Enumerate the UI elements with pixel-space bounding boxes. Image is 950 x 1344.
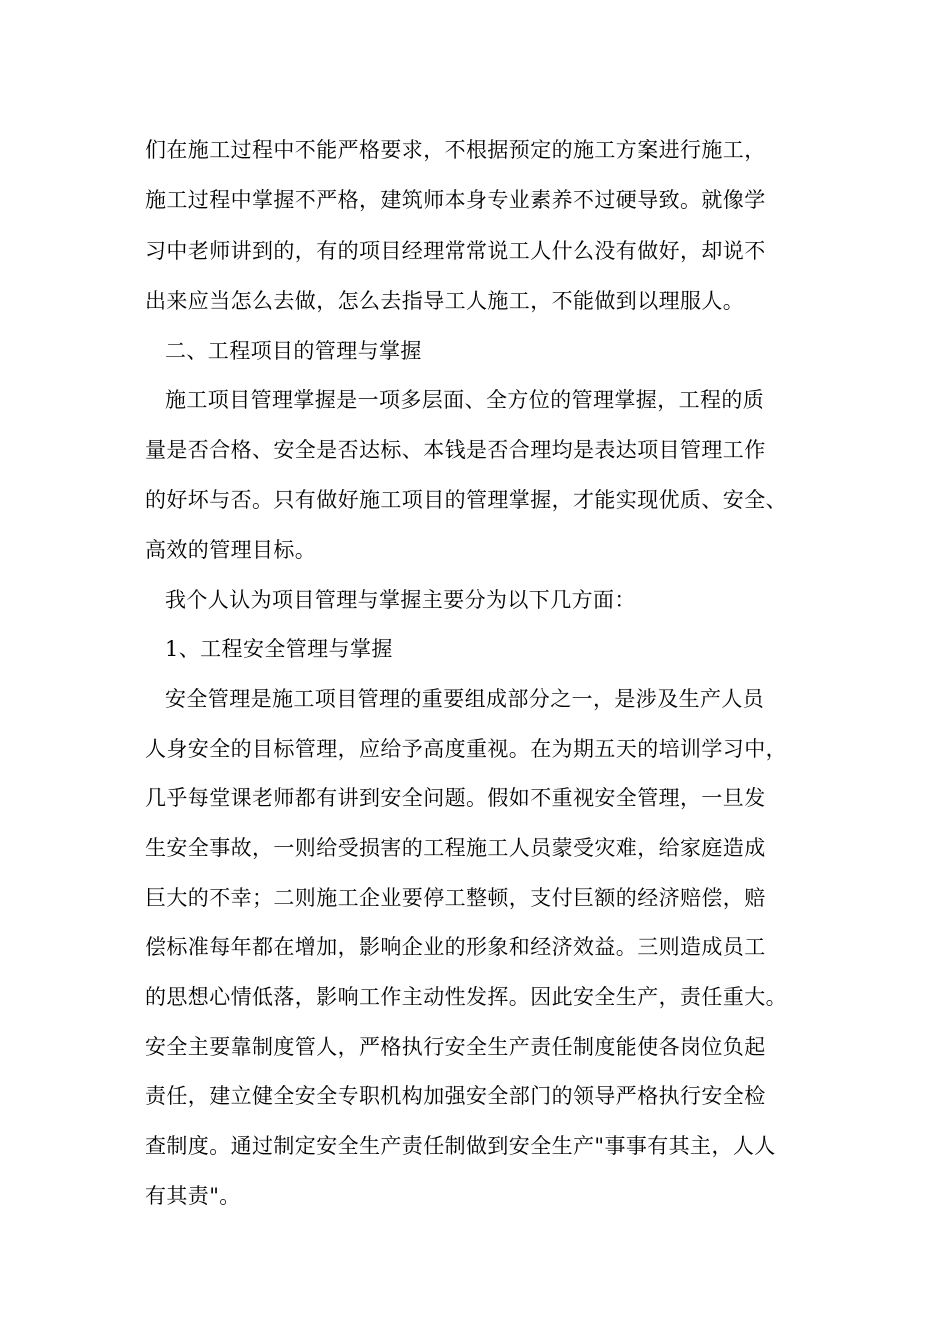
body-text-line: 人身安全的目标管理，应给予高度重视。在为期五天的培训学习中， bbox=[145, 737, 787, 761]
body-text-line: 责任，建立健全安全专职机构加强安全部门的领导严格执行安全检 bbox=[145, 1084, 766, 1108]
body-text-line: 施工过程中掌握不严格，建筑师本身专业素养不过硬导致。就像学 bbox=[145, 188, 766, 212]
body-text-line: 施工项目管理掌握是一项多层面、全方位的管理掌握，工程的质 bbox=[165, 388, 765, 412]
body-text-line: 我个人认为项目管理与掌握主要分为以下几方面： bbox=[165, 588, 636, 612]
body-text-line: 偿标准每年都在增加，影响企业的形象和经济效益。三则造成员工 bbox=[145, 935, 766, 959]
body-text-line: 量是否合格、安全是否达标、本钱是否合理均是表达项目管理工作 bbox=[145, 438, 766, 462]
body-text-line: 高效的管理目标。 bbox=[145, 538, 317, 562]
body-text-line: 安全管理是施工项目管理的重要组成部分之一，是涉及生产人员 bbox=[165, 687, 765, 711]
body-text-line: 的思想心情低落，影响工作主动性发挥。因此安全生产，责任重大。 bbox=[145, 985, 787, 1009]
body-text-line: 生安全事故，一则给受损害的工程施工人员蒙受灾难，给家庭造成 bbox=[145, 836, 766, 860]
body-text-line: 的好坏与否。只有做好施工项目的管理掌握，才能实现优质、安全、 bbox=[145, 488, 787, 512]
body-text-line: 几乎每堂课老师都有讲到安全问题。假如不重视安全管理，一旦发 bbox=[145, 786, 766, 810]
body-text-line: 出来应当怎么去做，怎么去指导工人施工，不能做到以理服人。 bbox=[145, 289, 745, 313]
body-text-line: 习中老师讲到的，有的项目经理常常说工人什么没有做好，却说不 bbox=[145, 239, 766, 263]
body-text-line: 巨大的不幸；二则施工企业要停工整顿，支付巨额的经济赔偿，赔 bbox=[145, 886, 766, 910]
body-text-line: 有其责"。 bbox=[145, 1184, 241, 1208]
body-text-line: 安全主要靠制度管人，严格执行安全生产责任制度能使各岗位负起 bbox=[145, 1035, 766, 1059]
section-heading: 二、工程项目的管理与掌握 bbox=[165, 339, 422, 363]
body-text-line: 查制度。通过制定安全生产责任制做到安全生产"事事有其主，人人 bbox=[145, 1134, 776, 1158]
body-text-line: 们在施工过程中不能严格要求，不根据预定的施工方案进行施工， bbox=[145, 138, 766, 162]
subsection-heading: 1、工程安全管理与掌握 bbox=[165, 637, 393, 661]
